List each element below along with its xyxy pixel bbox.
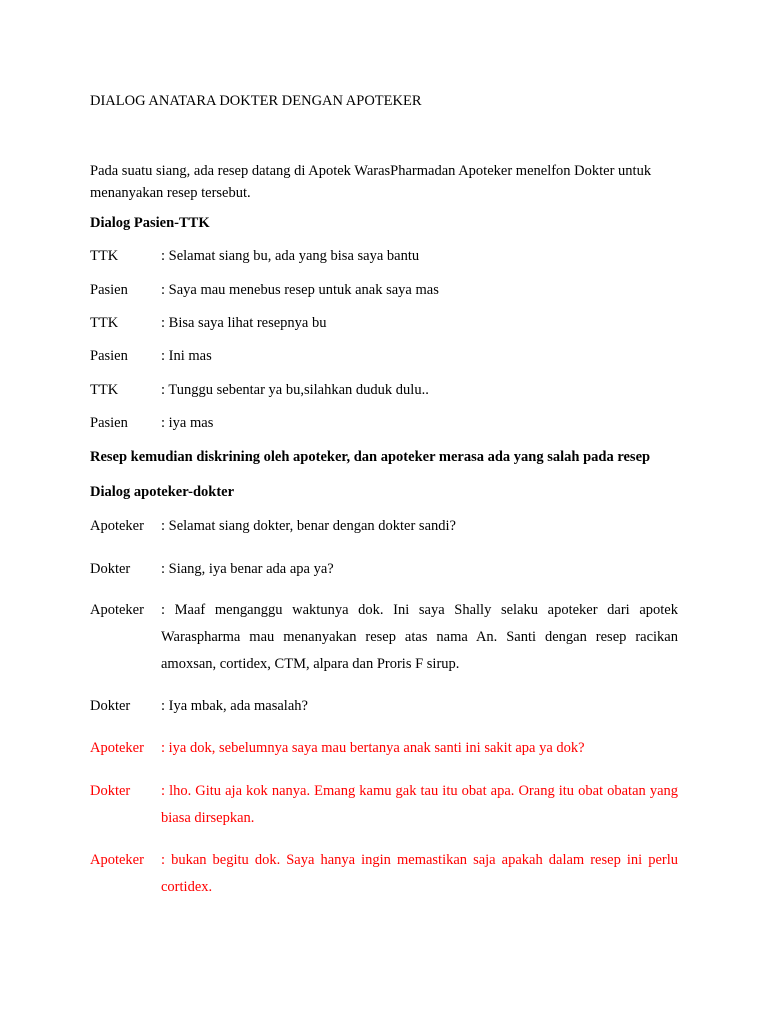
speaker-label: Apoteker [90,852,144,868]
speaker-label: Apoteker [90,740,144,756]
intro-paragraph: Pada suatu siang, ada resep datang di Apotek WarasPharmadan Apoteker menelfon Dokter untuk menanyakan resep tersebut. [90,163,652,201]
dialog-text: : Ini mas [161,348,212,364]
speaker-label: Dokter [90,561,131,577]
speaker-label: Pasien [90,282,128,298]
dialog-text: : Saya mau menebus resep untuk anak saya mas [161,282,439,298]
speaker-label: Apoteker [90,602,144,618]
document-title: DIALOG ANATARA DOKTER DENGAN APOTEKER [90,93,422,109]
dialog-text: : Iya mbak, ada masalah? [161,698,308,714]
speaker-label: Dokter [90,783,131,799]
dialog-text: : bukan begitu dok. Saya hanya ingin memastikan saja apakah dalam resep ini perlu cortidex. [161,852,678,895]
dialog-text: : lho. Gitu aja kok nanya. Emang kamu gak tau itu obat apa. Orang itu obat obatan yang biasa dirsepkan. [161,783,678,826]
heading-screening-note: Resep kemudian diskrining oleh apoteker, dan apoteker merasa ada yang salah pada resep [90,449,651,465]
heading-dialog-apoteker-dokter: Dialog apoteker-dokter [90,484,235,500]
dialog-text: : iya mas [161,415,214,431]
speaker-label: TTK [90,248,119,264]
speaker-label: TTK [90,315,119,331]
heading-dialog-pasien-ttk: Dialog Pasien-TTK [90,215,210,231]
dialog-text: : iya dok, sebelumnya saya mau bertanya anak santi ini sakit apa ya dok? [161,740,585,756]
dialog-text: : Selamat siang bu, ada yang bisa saya bantu [161,248,420,264]
dialog-text: : Bisa saya lihat resepnya bu [161,315,327,331]
dialog-text: : Tunggu sebentar ya bu,silahkan duduk dulu.. [161,382,429,398]
dialog-text: : Selamat siang dokter, benar dengan dokter sandi? [161,518,456,534]
speaker-label: Pasien [90,348,128,364]
speaker-label: TTK [90,382,119,398]
dialog-text: : Siang, iya benar ada apa ya? [161,561,334,577]
speaker-label: Apoteker [90,518,144,534]
dialog-text: : Maaf menganggu waktunya dok. Ini saya Shally selaku apoteker dari apotek Waraspharma mau menanyakan resep atas nama An. Santi dengan resep racikan amoxsan, cortidex, CTM, alpara dan Proris F sirup. [161,602,678,672]
speaker-label: Dokter [90,698,131,714]
speaker-label: Pasien [90,415,128,431]
